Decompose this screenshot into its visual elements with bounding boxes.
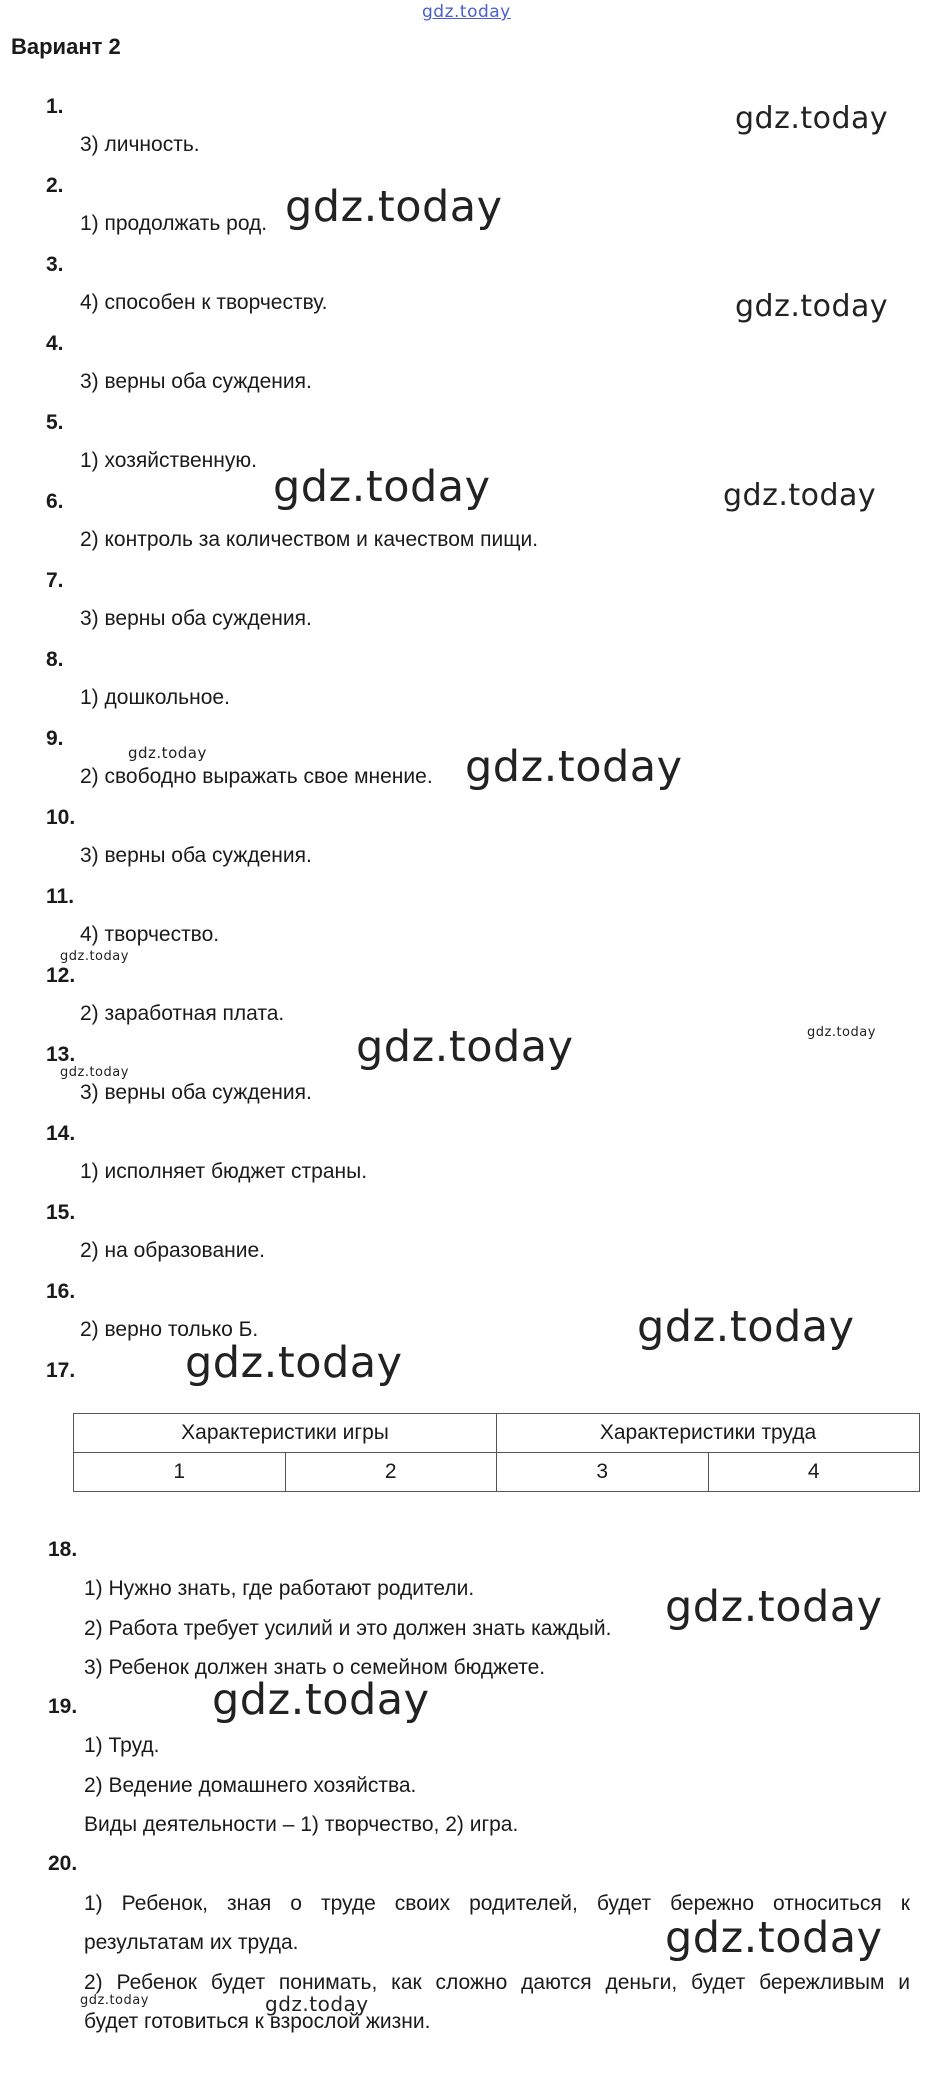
answer-text: 2) контроль за количеством и качеством пищи. — [80, 528, 539, 551]
question-number: 7. — [46, 569, 64, 592]
question-number: 10. — [46, 806, 76, 829]
question-number: 9. — [46, 727, 64, 750]
watermark: gdz.today — [185, 1338, 403, 1388]
answer-text: 3) верны оба суждения. — [80, 1081, 312, 1104]
watermark: gdz.today — [60, 949, 129, 964]
question-number: 20. — [48, 1852, 78, 1875]
answer-text: 2) Ведение домашнего хозяйства. — [84, 1774, 417, 1797]
watermark: gdz.today — [356, 1022, 574, 1072]
table-header-row — [74, 1414, 920, 1453]
watermark: gdz.today — [665, 1913, 883, 1963]
answer-text: 3) Ребенок должен знать о семейном бюджете. — [84, 1656, 546, 1679]
answer-text: 3) верны оба суждения. — [80, 370, 312, 393]
watermark: gdz.today — [807, 1025, 876, 1040]
answer-text: 2) на образование. — [80, 1239, 265, 1262]
table-cell: 1 — [74, 1453, 286, 1492]
table-header-cell: Характеристики игры — [74, 1414, 497, 1453]
answer-text: 1) дошкольное. — [80, 686, 230, 709]
watermark: gdz.today — [723, 478, 877, 513]
table-header-cell: Характеристики труда — [497, 1414, 920, 1453]
answer-text: 1) исполняет бюджет страны. — [80, 1160, 368, 1183]
question-number: 4. — [46, 332, 64, 355]
table-cell: 2 — [285, 1453, 497, 1492]
watermark: gdz.today — [465, 742, 683, 792]
watermark: gdz.today — [80, 1993, 149, 2008]
watermark: gdz.today — [665, 1582, 883, 1632]
question-number: 16. — [46, 1280, 76, 1303]
table-cell: 4 — [708, 1453, 920, 1492]
answer-text: Виды деятельности – 1) творчество, 2) игра. — [84, 1813, 519, 1836]
page-title: Вариант 2 — [11, 34, 121, 59]
header-watermark-link[interactable]: gdz.today — [422, 2, 511, 22]
answer-text: 1) Нужно знать, где работают родители. — [84, 1577, 475, 1600]
answer-text: 2) Работа требует усилий и это должен знать каждый. — [84, 1617, 612, 1640]
question-number: 13. — [46, 1043, 76, 1066]
answer-text: 2) заработная плата. — [80, 1002, 285, 1025]
question-number: 17. — [46, 1359, 76, 1382]
table-cell: 3 — [497, 1453, 709, 1492]
question-number: 14. — [46, 1122, 76, 1145]
question-number: 15. — [46, 1201, 76, 1224]
answer-text: 4) творчество. — [80, 923, 220, 946]
answer-text: 1) продолжать род. — [80, 212, 268, 235]
watermark: gdz.today — [128, 744, 207, 762]
answer-text: 2) свободно выражать свое мнение. — [80, 765, 433, 788]
answer-text: 3) верны оба суждения. — [80, 844, 312, 867]
question-number: 3. — [46, 253, 64, 276]
answer-text: 1) хозяйственную. — [80, 449, 257, 472]
question-number: 11. — [46, 885, 75, 908]
watermark: gdz.today — [265, 1992, 369, 2016]
answer-text: 1) Ребенок, зная о труде своих родителей, будет бережно относиться к — [84, 1892, 910, 1915]
answer-text: 2) Ребенок будет понимать, как сложно даются деньги, будет бережливым и — [84, 1971, 910, 1994]
question-number: 8. — [46, 648, 64, 671]
watermark: gdz.today — [285, 182, 503, 232]
answer-text: 3) верны оба суждения. — [80, 607, 312, 630]
answer-text: результатам их труда. — [84, 1931, 299, 1954]
question-number: 2. — [46, 174, 64, 197]
table-row — [74, 1453, 920, 1492]
answer-text: 1) Труд. — [84, 1734, 160, 1757]
watermark: gdz.today — [273, 462, 491, 512]
answer-text: будет готовиться к взрослой жизни. — [84, 2010, 431, 2033]
watermark: gdz.today — [637, 1302, 855, 1352]
question-number: 12. — [46, 964, 76, 987]
watermark: gdz.today — [735, 101, 889, 136]
answer-text: 2) верно только Б. — [80, 1318, 259, 1341]
question-number: 5. — [46, 411, 64, 434]
answer-text: 3) личность. — [80, 133, 200, 156]
watermark: gdz.today — [60, 1065, 129, 1080]
question-number: 19. — [48, 1695, 78, 1718]
watermark: gdz.today — [212, 1675, 430, 1725]
characteristics-table — [73, 1413, 920, 1492]
question-number: 1. — [46, 95, 64, 118]
watermark: gdz.today — [735, 289, 889, 324]
answer-text: 4) способен к творчеству. — [80, 291, 328, 314]
question-number: 18. — [48, 1538, 78, 1561]
question-number: 6. — [46, 490, 64, 513]
